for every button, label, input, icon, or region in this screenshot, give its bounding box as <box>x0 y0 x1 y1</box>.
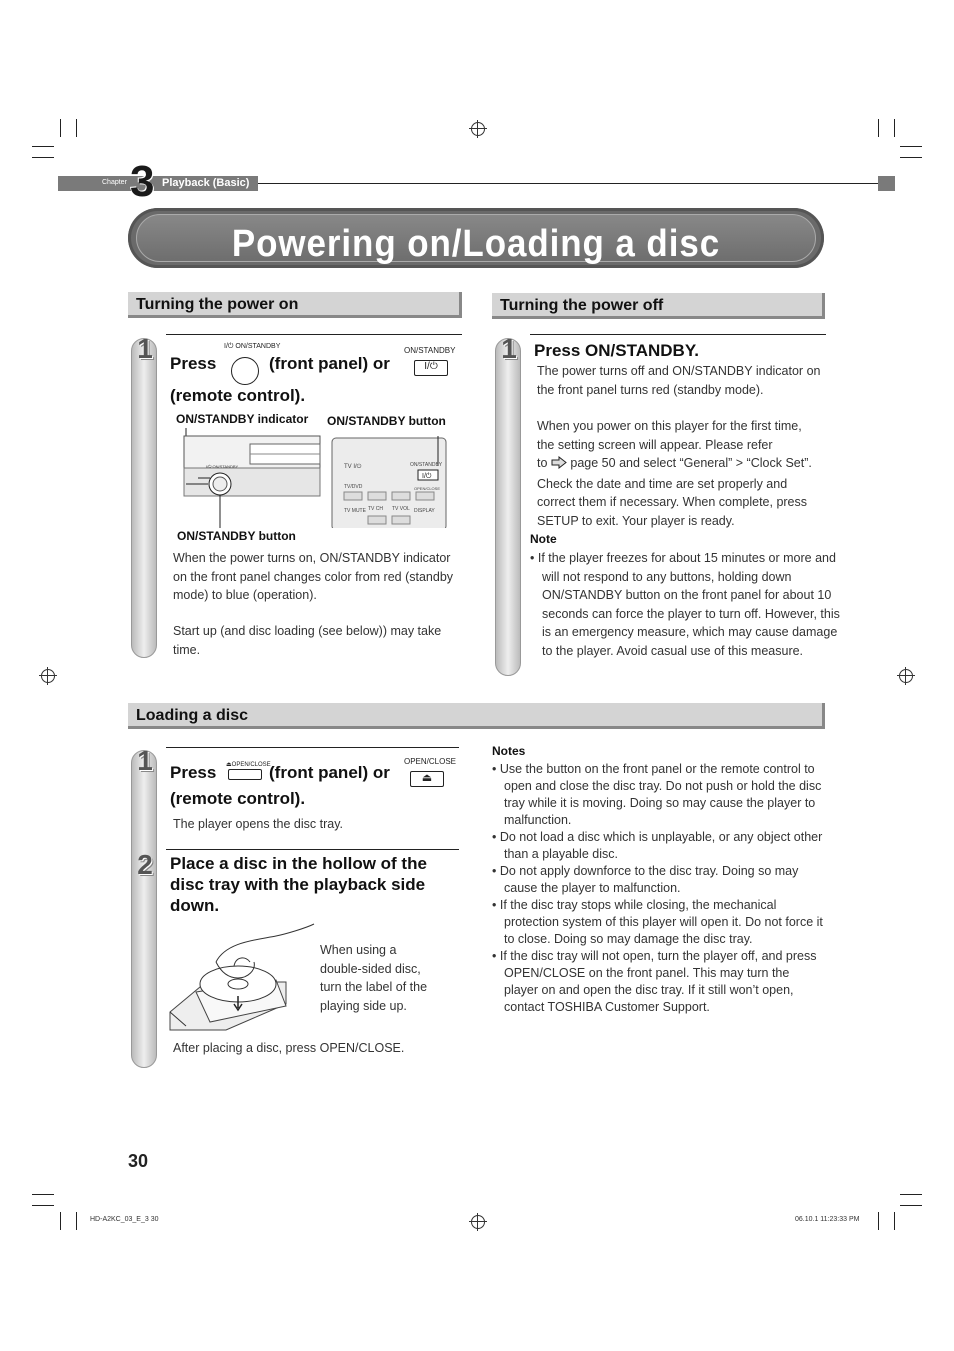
step-number: 2 <box>137 849 153 880</box>
crop-mark <box>900 146 922 147</box>
note-item: • Do not load a disc which is unplayable, or any object other than a playable disc. <box>492 830 823 861</box>
crop-mark <box>900 157 922 158</box>
step-number: 1 <box>137 745 153 776</box>
crop-mark <box>900 1205 922 1206</box>
note-text: If the player freezes for about 15 minutes or more and will not respond to any buttons, holding down ON/STANDBY button on the front panel for about 10 seconds can force the player to turn off. However, this is an emergency measure, which may cause damage to the player. Avoid casual use of this measure. <box>537 551 840 658</box>
paragraph-prefix: to <box>537 456 548 470</box>
note-title: Note <box>530 532 557 546</box>
remote-openclose-label: OPEN/CLOSE <box>404 757 457 766</box>
paragraph: The player opens the disc tray. <box>173 817 343 831</box>
step-rule <box>166 334 462 335</box>
note-item: • Do not apply downforce to the disc tray. Doing so may cause the player to malfunction. <box>492 864 799 895</box>
chapter-end-block <box>878 176 895 191</box>
step-rail <box>131 750 157 1068</box>
paragraph: When you power on this player for the first time, the setting screen will appear. Please refer <box>537 419 802 452</box>
remote-mini-label: DISPLAY <box>414 508 435 514</box>
crop-mark <box>878 1212 879 1230</box>
remote-onstandby-label: ON/STANDBY <box>404 346 456 355</box>
remote-mini-label: OPEN/CLOSE <box>414 486 441 491</box>
step-rail <box>131 338 157 658</box>
crop-mark <box>32 146 54 147</box>
footer-file-id: HD-A2KC_03_E_3 30 <box>90 1216 159 1223</box>
paragraph <box>537 454 821 530</box>
paragraph: After placing a disc, press OPEN/CLOSE. <box>173 1041 405 1055</box>
remote-mini-label: TV/DVD <box>344 484 363 490</box>
front-openclose-label: ⏏OPEN/CLOSE <box>226 762 271 768</box>
front-onstandby-label: I/⏻ ON/STANDBY <box>224 343 281 350</box>
front-panel-illustration <box>180 428 322 528</box>
footer-timestamp: 06.10.1 11:23:33 PM <box>795 1216 860 1223</box>
chapter-number: 3 <box>130 157 155 206</box>
step-text: (front panel) or <box>269 354 390 373</box>
figure-label-button-bottom: ON/STANDBY button <box>177 529 296 543</box>
remote-illustration <box>330 436 448 528</box>
crop-mark <box>900 1194 922 1195</box>
svg-text:I/⏻: I/⏻ <box>422 473 432 480</box>
remote-onstandby-button-icon: I/⏻ <box>414 360 448 376</box>
note-item: • Use the button on the front panel or the remote control to open and close the disc tray. Do not push or hold the disc tray while it is moving. Doing so may cause the player to malfunction. <box>492 762 822 827</box>
page-reference-arrow-icon <box>551 456 567 475</box>
notes-list <box>492 761 826 1016</box>
section-heading-loading: Loading a disc <box>128 703 825 729</box>
note-text: If the disc tray will not open, turn the player off, and press OPEN/CLOSE on the front panel. This may turn the player on and open the disc tray. If it still won’t open, contact TOSHIBA Customer Support. <box>499 949 817 1014</box>
crop-mark <box>60 1212 61 1230</box>
section-heading-power-on: Turning the power on <box>128 292 462 318</box>
page-number: 30 <box>128 1151 149 1171</box>
front-onstandby-button-icon <box>231 357 259 385</box>
crop-mark <box>76 119 77 137</box>
remote-mini-label: TV CH <box>368 506 383 512</box>
crop-mark <box>894 1212 895 1230</box>
step-text: (remote control). <box>170 789 306 808</box>
crop-mark <box>76 1212 77 1230</box>
paragraph-text: page 50 and select “General” > “Clock Set”. Check the date and time are set properly and correct them if necessary. When complete, press SETUP to exit. Your player is ready. <box>537 456 812 528</box>
remote-mini-label: TV I/⏻ <box>344 464 362 470</box>
panel-mini-label: I/⏻ ON/STANDBY <box>206 464 239 469</box>
remote-openclose-button-icon: ⏏ <box>410 771 444 787</box>
remote-mini-label: ON/STANDBY <box>410 462 443 468</box>
step-rule <box>166 747 459 748</box>
figure-label-button: ON/STANDBY button <box>327 414 446 428</box>
chapter-rule <box>258 183 878 184</box>
front-openclose-button-icon <box>228 769 262 780</box>
note-item: • If the disc tray will not open, turn the player off, and press OPEN/CLOSE on the front panel. This may turn the player on and open the disc tray. If it still won’t open, contact TOSHIBA Customer Support. <box>492 949 817 1014</box>
registration-mark-icon <box>41 669 55 683</box>
step-title: Press ON/STANDBY. <box>534 341 700 360</box>
step-text: Press <box>170 763 217 782</box>
step-text: (front panel) or <box>269 763 390 782</box>
step-rule <box>166 849 459 850</box>
page-title: Powering on/Loading a disc <box>231 223 721 265</box>
registration-mark-icon <box>899 669 913 683</box>
remote-mini-label: TV MUTE <box>344 508 366 514</box>
chapter-word: Chapter <box>102 179 127 186</box>
paragraph: Start up (and disc loading (see below)) may take time. <box>173 624 442 657</box>
registration-mark-icon <box>471 1215 485 1229</box>
paragraph: When using a double-sided disc, turn the label of the playing side up. <box>320 943 428 1013</box>
note-item: • If the disc tray stops while closing, the mechanical protection system of this player will open it. Do not force it to close. Doing so may damage the disc tray. <box>492 898 823 946</box>
paragraph: The power turns off and ON/STANDBY indicator on the front panel turns red (standby mode). <box>537 364 821 397</box>
crop-mark <box>878 119 879 137</box>
paragraph: When the power turns on, ON/STANDBY indicator on the front panel changes color from red (standby mode) to blue (operation). <box>173 551 454 602</box>
step-text: Press <box>170 354 217 373</box>
chapter-title: Playback (Basic) <box>162 177 250 189</box>
note-item: • If the player freezes for about 15 minutes or more and will not respond to any buttons, holding down ON/STANDBY button on the front panel for about 10 seconds can force the player to turn off. However, this is an emergency measure, which may cause damage to the player. Avoid casual use of this measure. <box>530 551 840 658</box>
remote-mini-label: TV VOL <box>392 506 410 512</box>
note-text: Do not apply downforce to the disc tray. Doing so may cause the player to malfunction. <box>499 864 799 895</box>
note-text: Use the button on the front panel or the remote control to open and close the disc tray. Do not push or hold the disc tray while it is moving. Doing so may cause the player to malfunction. <box>499 762 822 827</box>
crop-mark <box>60 119 61 137</box>
note-text: Do not load a disc which is unplayable, or any object other than a playable disc. <box>499 830 823 861</box>
note-text: If the disc tray stops while closing, the mechanical protection system of this player will open it. Do not force it to close. Doing so may damage the disc tray. <box>499 898 823 946</box>
notes-title: Notes <box>492 744 526 758</box>
crop-mark <box>32 1205 54 1206</box>
step-rule <box>530 334 826 335</box>
registration-mark-icon <box>471 122 485 136</box>
step-title: Place a disc in the hollow of the disc tray with the playback side down. <box>170 854 427 915</box>
section-heading-power-off: Turning the power off <box>492 293 825 319</box>
step-number: 1 <box>137 333 153 364</box>
figure-label-indicator: ON/STANDBY indicator <box>176 412 309 426</box>
disc-tray-illustration <box>166 922 316 1032</box>
step-rail <box>495 338 521 676</box>
step-number: 1 <box>501 333 517 364</box>
crop-mark <box>32 157 54 158</box>
crop-mark <box>32 1194 54 1195</box>
crop-mark <box>894 119 895 137</box>
step-text: (remote control). <box>170 386 306 405</box>
page-title-banner <box>128 208 824 268</box>
